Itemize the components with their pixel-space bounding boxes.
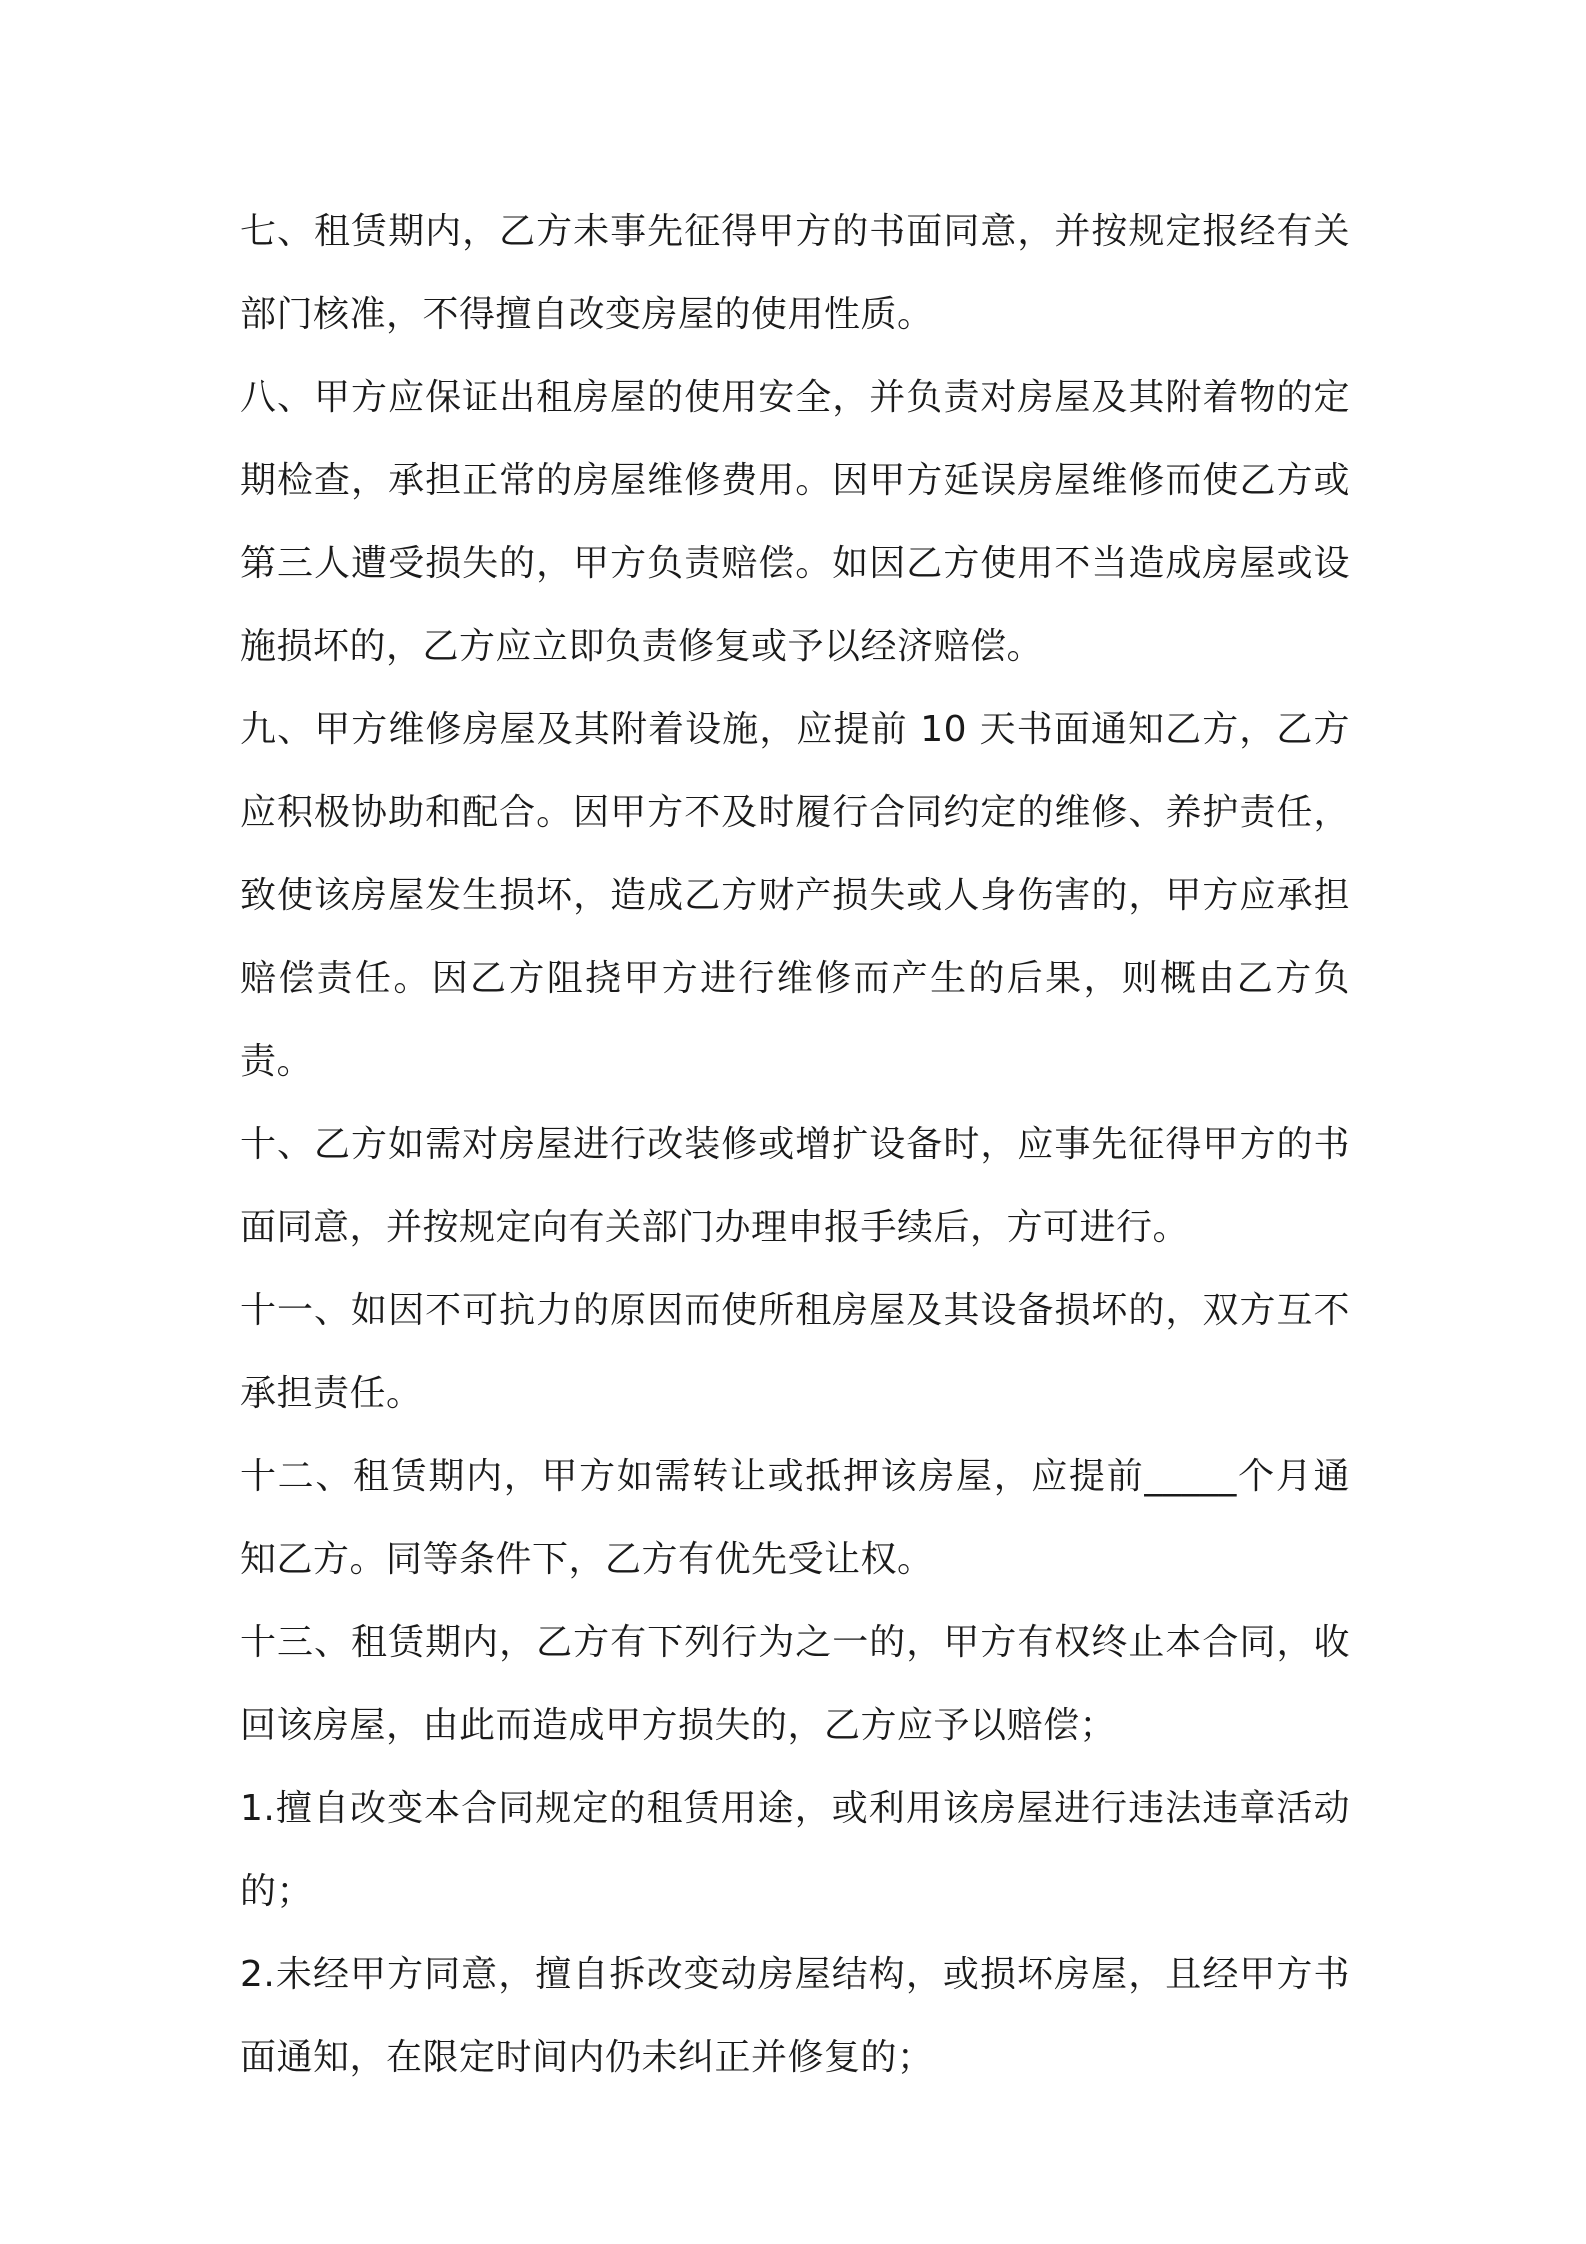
clause-11: 十一、如因不可抗力的原因而使所租房屋及其设备损坏的，双方互不承担责任。 (240, 1290, 1350, 1414)
clause-9: 九、甲方维修房屋及其附着设施，应提前 10 天书面通知乙方，乙方应积极协助和配合。因甲方不及时履行合同约定的维修、养护责任，致使该房屋发生损坏，造成乙方财产损失或人身伤害的，甲方应承担赔偿责任。因乙方阻挠甲方进行维修而产生的后果，则概由乙方负责。 (240, 709, 1350, 1082)
clause-13: 十三、租赁期内，乙方有下列行为之一的，甲方有权终止本合同，收回该房屋，由此而造成甲方损失的，乙方应予以赔偿； (240, 1622, 1350, 1746)
clause-12: 十二、租赁期内，甲方如需转让或抵押该房屋，应提前_____个月通知乙方。同等条件下，乙方有优先受让权。 (240, 1456, 1350, 1580)
document-body (240, 190, 1350, 2099)
clause-13-item-2: 2.未经甲方同意，擅自拆改变动房屋结构，或损坏房屋，且经甲方书面通知，在限定时间内仍未纠正并修复的； (240, 1954, 1350, 2078)
clause-10: 十、乙方如需对房屋进行改装修或增扩设备时，应事先征得甲方的书面同意，并按规定向有关部门办理申报手续后，方可进行。 (240, 1124, 1350, 1248)
clause-8: 八、甲方应保证出租房屋的使用安全，并负责对房屋及其附着物的定期检查，承担正常的房屋维修费用。因甲方延误房屋维修而使乙方或第三人遭受损失的，甲方负责赔偿。如因乙方使用不当造成房屋或设施损坏的，乙方应立即负责修复或予以经济赔偿。 (240, 377, 1350, 667)
clause-7: 七、租赁期内，乙方未事先征得甲方的书面同意，并按规定报经有关部门核准，不得擅自改变房屋的使用性质。 (240, 211, 1350, 335)
clause-13-item-1: 1.擅自改变本合同规定的租赁用途，或利用该房屋进行违法违章活动的； (240, 1788, 1350, 1912)
